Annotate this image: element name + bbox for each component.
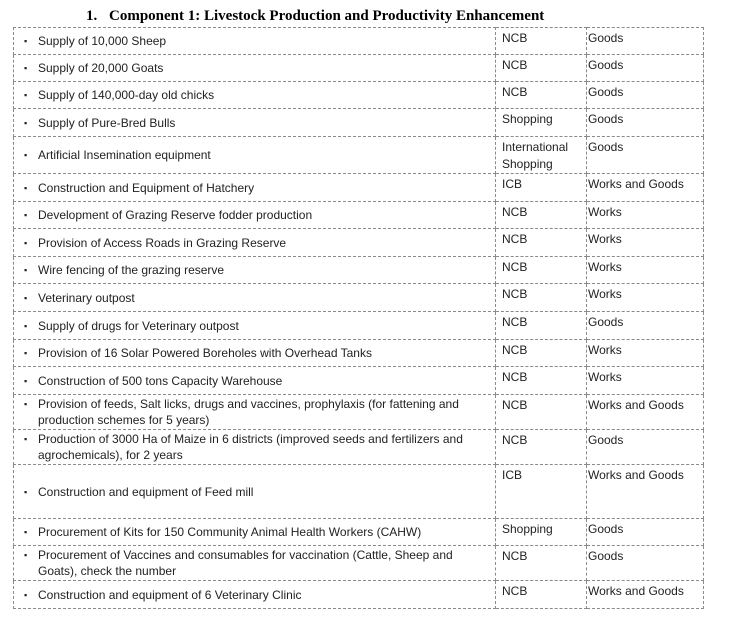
procurement-method: NCB <box>496 395 587 430</box>
table-row <box>14 395 704 430</box>
procurement-method: NCB <box>496 55 587 82</box>
procurement-method: NCB <box>496 367 587 395</box>
procurement-method: NCB <box>496 28 587 55</box>
bullet-icon: ▪ <box>24 265 28 275</box>
table-row <box>14 284 704 312</box>
item-cell <box>14 202 496 229</box>
bullet-icon: ▪ <box>24 375 28 386</box>
procurement-method: Shopping <box>496 519 587 546</box>
procurement-method: NCB <box>496 82 587 109</box>
bullet-icon: ▪ <box>24 348 28 358</box>
item-description: Construction of 500 tons Capacity Warehouse <box>38 373 283 388</box>
procurement-category: Works <box>587 257 704 284</box>
table-row <box>14 82 704 109</box>
bullet-icon: ▪ <box>24 182 28 193</box>
item-description: Supply of 10,000 Sheep <box>38 34 167 48</box>
procurement-category: Works <box>587 340 704 367</box>
procurement-category: Works and Goods <box>587 581 704 609</box>
procurement-category: Goods <box>587 109 704 137</box>
table-row <box>14 546 704 581</box>
item-cell <box>14 137 496 174</box>
item-cell <box>14 519 496 546</box>
bullet-icon: ▪ <box>24 550 28 560</box>
procurement-method: NCB <box>496 546 587 581</box>
procurement-method: NCB <box>496 430 587 465</box>
table-row <box>14 55 704 82</box>
procurement-method: NCB <box>496 229 587 257</box>
bullet-icon: ▪ <box>24 292 28 303</box>
procurement-category: Works and Goods <box>587 465 704 519</box>
bullet-icon: ▪ <box>24 589 28 600</box>
table-row <box>14 312 704 340</box>
table-row <box>14 430 704 465</box>
bullet-icon: ▪ <box>24 320 28 331</box>
item-description: Provision of feeds, Salt licks, drugs and vaccines, prophylaxis (for fattening and production schemes for 5 years) <box>38 397 459 427</box>
procurement-table <box>13 27 704 609</box>
item-cell <box>14 340 496 367</box>
procurement-category: Goods <box>587 312 704 340</box>
item-cell <box>14 174 496 202</box>
item-cell <box>14 367 496 395</box>
procurement-category: Works <box>587 284 704 312</box>
procurement-category: Goods <box>587 55 704 82</box>
item-cell <box>14 109 496 137</box>
item-cell <box>14 465 496 519</box>
item-description: Development of Grazing Reserve fodder production <box>38 208 313 222</box>
bullet-icon: ▪ <box>24 117 28 128</box>
section-number: 1. <box>86 8 98 24</box>
procurement-category: Goods <box>587 519 704 546</box>
item-cell <box>14 312 496 340</box>
table-row <box>14 465 704 519</box>
procurement-category: Works <box>587 367 704 395</box>
item-description: Construction and equipment of 6 Veterinary Clinic <box>38 587 302 602</box>
bullet-icon: ▪ <box>24 63 28 73</box>
table-row <box>14 174 704 202</box>
procurement-category: Goods <box>587 82 704 109</box>
item-description: Supply of 140,000-day old chicks <box>38 88 215 102</box>
item-description: Wire fencing of the grazing reserve <box>38 263 225 277</box>
bullet-icon: ▪ <box>24 399 28 409</box>
procurement-method: International Shopping <box>496 137 587 174</box>
table-row <box>14 367 704 395</box>
item-description: Supply of drugs for Veterinary outpost <box>38 318 239 333</box>
item-cell <box>14 430 496 465</box>
item-description: Procurement of Vaccines and consumables for vaccination (Cattle, Sheep and Goats), check the number <box>38 548 453 578</box>
procurement-method: Shopping <box>496 109 587 137</box>
item-cell <box>14 581 496 609</box>
procurement-category: Goods <box>587 546 704 581</box>
procurement-category: Goods <box>587 28 704 55</box>
item-cell <box>14 395 496 430</box>
procurement-method: NCB <box>496 581 587 609</box>
table-row <box>14 229 704 257</box>
bullet-icon: ▪ <box>24 434 28 444</box>
item-description: Supply of 20,000 Goats <box>38 61 164 75</box>
bullet-icon: ▪ <box>24 486 28 497</box>
item-description: Construction and equipment of Feed mill <box>38 484 254 499</box>
procurement-table-body <box>14 28 704 609</box>
bullet-icon: ▪ <box>24 237 28 248</box>
item-cell <box>14 284 496 312</box>
item-cell <box>14 229 496 257</box>
procurement-method: NCB <box>496 340 587 367</box>
bullet-icon: ▪ <box>24 210 28 220</box>
bullet-icon: ▪ <box>24 527 28 537</box>
procurement-category: Works <box>587 202 704 229</box>
bullet-icon: ▪ <box>24 150 28 160</box>
procurement-method: NCB <box>496 202 587 229</box>
procurement-category: Goods <box>587 430 704 465</box>
item-description: Artificial Insemination equipment <box>38 148 211 162</box>
section-title: Component 1: Livestock Production and Productivity Enhancement <box>109 8 545 24</box>
section-heading <box>86 8 544 25</box>
procurement-category: Works and Goods <box>587 174 704 202</box>
item-cell <box>14 257 496 284</box>
table-row <box>14 137 704 174</box>
table-row <box>14 28 704 55</box>
procurement-category: Works <box>587 229 704 257</box>
item-description: Supply of Pure-Bred Bulls <box>38 115 176 130</box>
table-row <box>14 109 704 137</box>
table-row <box>14 581 704 609</box>
bullet-icon: ▪ <box>24 36 28 46</box>
item-description: Procurement of Kits for 150 Community Animal Health Workers (CAHW) <box>38 525 422 539</box>
procurement-category: Goods <box>587 137 704 174</box>
table-row <box>14 519 704 546</box>
procurement-method: NCB <box>496 312 587 340</box>
procurement-method: NCB <box>496 257 587 284</box>
item-description: Construction and Equipment of Hatchery <box>38 180 255 195</box>
item-cell <box>14 82 496 109</box>
procurement-method: ICB <box>496 465 587 519</box>
table-row <box>14 257 704 284</box>
item-description: Provision of 16 Solar Powered Boreholes with Overhead Tanks <box>38 346 372 360</box>
item-cell <box>14 546 496 581</box>
table-row <box>14 202 704 229</box>
table-row <box>14 340 704 367</box>
item-description: Provision of Access Roads in Grazing Reserve <box>38 235 287 250</box>
procurement-method: ICB <box>496 174 587 202</box>
item-cell <box>14 28 496 55</box>
procurement-method: NCB <box>496 284 587 312</box>
item-cell <box>14 55 496 82</box>
item-description: Production of 3000 Ha of Maize in 6 districts (improved seeds and fertilizers and agrochemicals), for 2 years <box>38 432 463 462</box>
item-description: Veterinary outpost <box>38 290 135 305</box>
procurement-category: Works and Goods <box>587 395 704 430</box>
bullet-icon: ▪ <box>24 90 28 100</box>
